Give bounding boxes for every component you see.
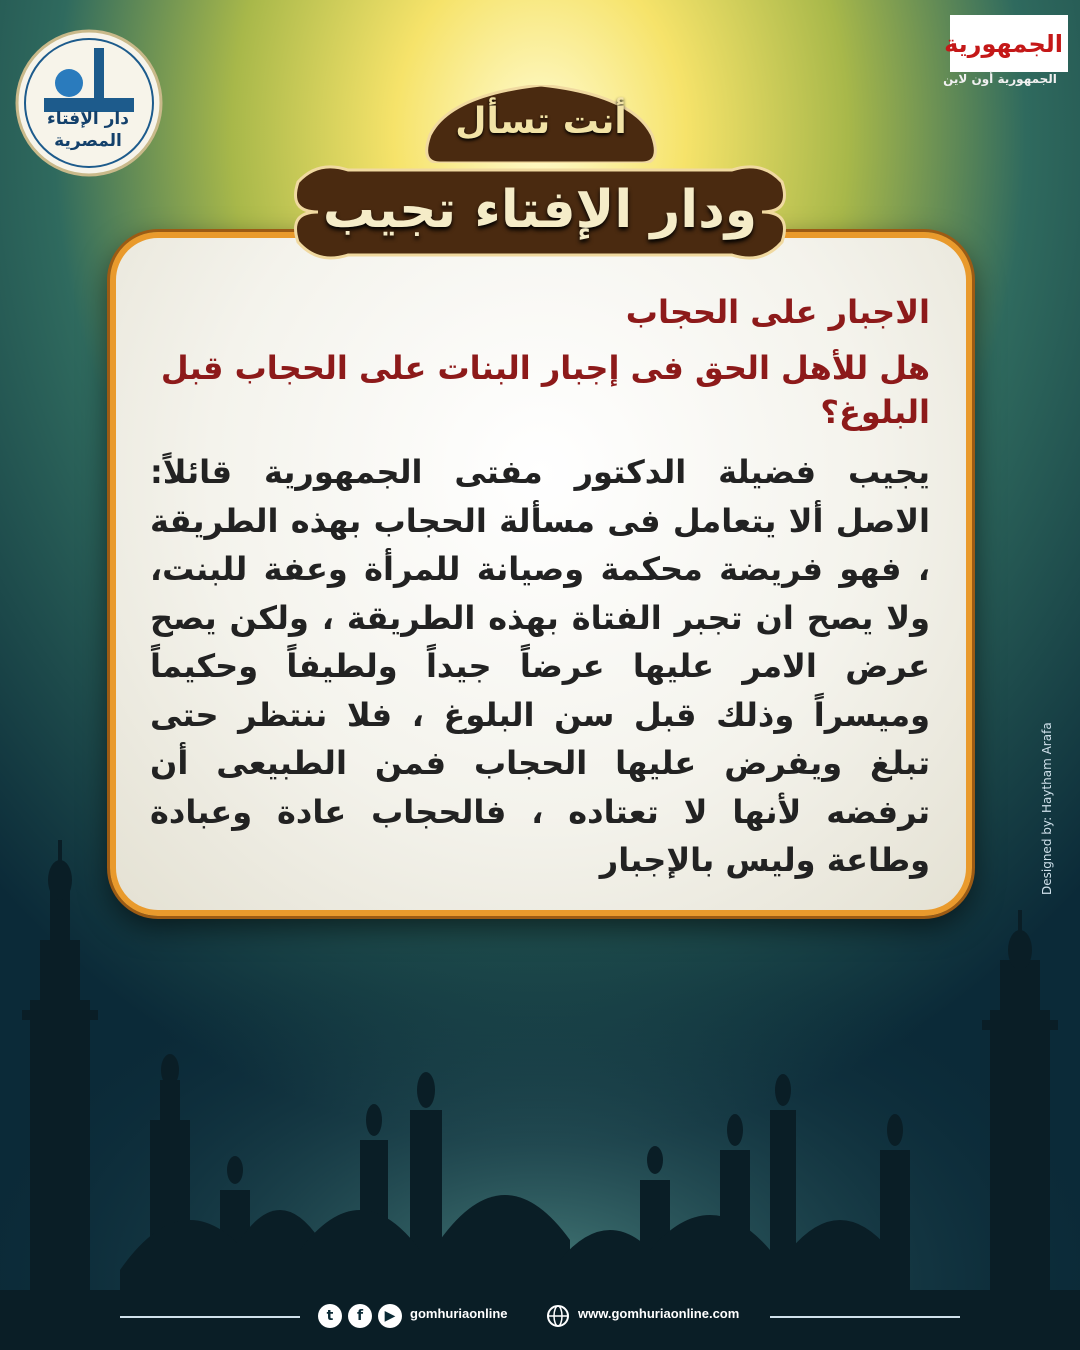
- website-link[interactable]: www.gomhuriaonline.com: [578, 1306, 740, 1321]
- gomhuria-logo-text: الجمهورية: [944, 30, 1063, 58]
- dar-ifta-logo-text: دار الإفتاء المصرية: [47, 109, 129, 151]
- banner-small-title: أنت تسأل: [455, 101, 627, 142]
- youtube-icon[interactable]: ▶: [378, 1304, 402, 1328]
- social-handle[interactable]: gomhuriaonline: [410, 1306, 508, 1321]
- facebook-icon[interactable]: f: [348, 1304, 372, 1328]
- question-text: هل للأهل الحق فى إجبار البنات على الحجاب قبل البلوغ؟: [160, 349, 930, 431]
- answer-text: يجيب فضيلة الدكتور مفتى الجمهورية قائلاً: الاصل ألا يتعامل فى مسألة الحجاب بهذه الطريقة ، فهو فريضة محكمة وصيانة للمرأة وعفة للبنت، ولا يصح ان تجبر الفتاة بهذه الطريقة ، ولكن يصح عرض الامر عليها عرضاً جيداً ولطيفاً وحكيماً وميسراً وذلك قبل سن البلوغ ، فلا ننتظر حتى تبلغ ويفرض عليها الحجاب فمن الطبيعى أن ترفضه لأنها لا تعتاده ، فالحجاب عادة وعبادة وطاعة وليس بالإجبار: [150, 453, 930, 879]
- footer-divider-left: [120, 1316, 300, 1318]
- card-content: [150, 290, 930, 885]
- banner-main-title: ودار الإفتاء تجيب: [322, 180, 758, 240]
- designer-credit: Designed by: Haytham Arafa: [1040, 722, 1054, 895]
- footer-divider-right: [770, 1316, 960, 1318]
- question-title: الاجبار على الحجاب: [625, 293, 930, 331]
- gomhuria-tagline: الجمهورية أون لاين: [943, 72, 1057, 86]
- globe-icon: [546, 1304, 570, 1328]
- twitter-icon[interactable]: t: [318, 1304, 342, 1328]
